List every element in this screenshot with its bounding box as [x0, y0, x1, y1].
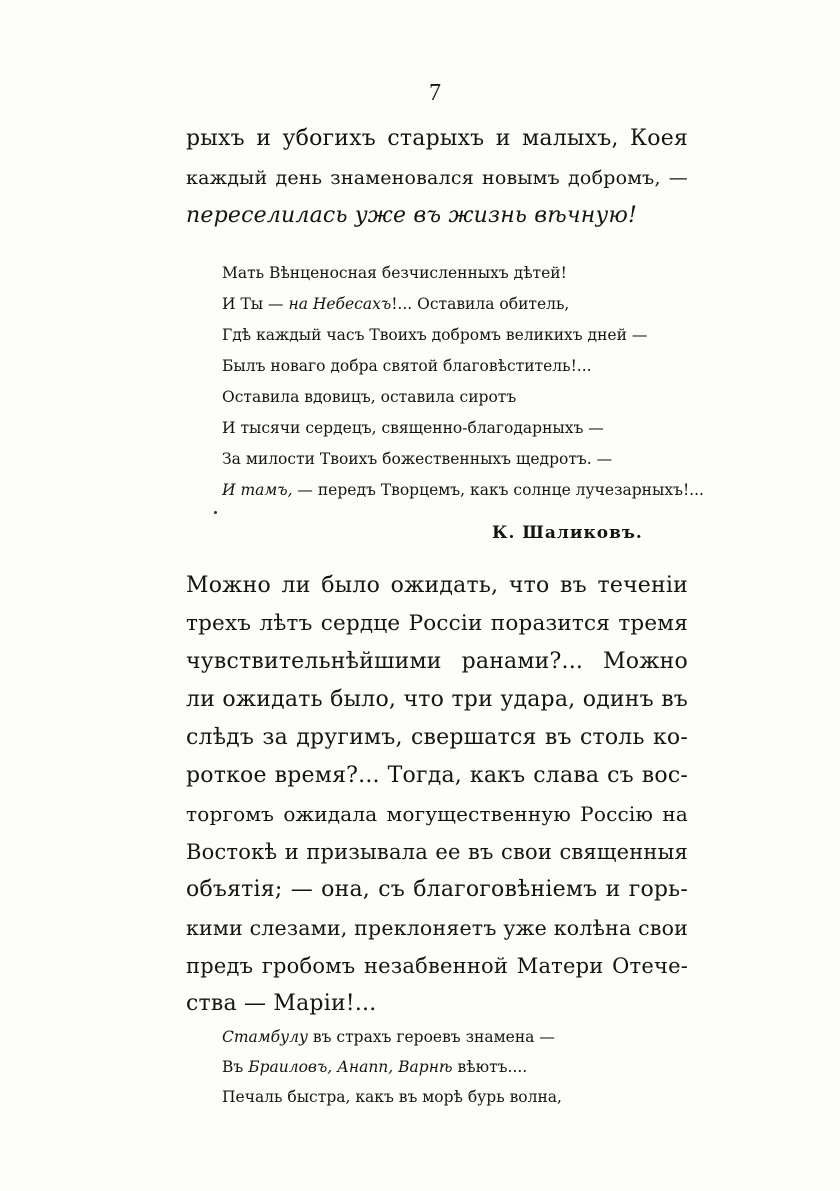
- verse-line: Въ Браиловъ, Анапп, Варнѣ вѣютъ....: [222, 1058, 528, 1076]
- prose-line: Можно ли было ожидать, что въ теченіи: [186, 573, 688, 598]
- verse-line: За милости Твоихъ божественныхъ щедротъ. —: [222, 450, 613, 468]
- prose-line: слѣдъ за другимъ, свершатся въ столь ко-: [186, 725, 688, 750]
- prose-line: ли ожидать было, что три удара, одинъ въ: [186, 687, 688, 712]
- prose-line-italic: переселилась уже въ жизнь вѣчную!: [186, 203, 638, 228]
- prose-line: торгомъ ожидала могущественную Россію на: [186, 802, 688, 826]
- verse-line: Гдѣ каждый часъ Твоихъ добромъ великихъ дней —: [222, 326, 648, 344]
- prose-line: роткое время?... Тогда, какъ слава съ вос-: [186, 763, 688, 788]
- verse-line: Оставила вдовицъ, оставила сиротъ: [222, 388, 517, 406]
- verse-line: И тамъ, — передъ Творцемъ, какъ солнце лучезарныхъ!...: [222, 481, 704, 499]
- prose-line: предъ гробомъ незабвенной Матери Отече-: [186, 954, 688, 978]
- prose-line: чувствительнѣйшими ранами?... Можно: [186, 649, 688, 674]
- prose-line: Востокѣ и призывала ее въ свои священныя: [186, 840, 688, 864]
- verse-line: И тысячи сердецъ, священно-благодарныхъ —: [222, 419, 604, 437]
- verse-line: И Ты — на Небесахъ!... Оставила обитель,: [222, 295, 570, 313]
- print-speck: [214, 511, 217, 514]
- verse-line: Стамбулу въ страхъ героевъ знамена —: [222, 1028, 555, 1046]
- poem-signature: К. Шаликовъ.: [492, 523, 643, 543]
- prose-line: объятія; — она, съ благоговѣніемъ и горь-: [186, 877, 688, 902]
- prose-line: трехъ лѣтъ сердце Россіи поразится тремя: [186, 611, 688, 636]
- prose-line: каждый день знаменовался новымъ добромъ, —: [186, 167, 688, 189]
- prose-line: ства — Маріи!...: [186, 991, 377, 1016]
- prose-line: рыхъ и убогихъ старыхъ и малыхъ, Коея: [186, 126, 688, 151]
- verse-line: Мать Вѣнценосная безчисленныхъ дѣтей!: [222, 264, 567, 282]
- prose-line: кими слезами, преклоняетъ уже колѣна свои: [186, 916, 688, 940]
- page-number: 7: [429, 80, 441, 106]
- verse-line: Печаль быстра, какъ въ морѣ бурь волна,: [222, 1088, 562, 1106]
- verse-line: Былъ новаго добра святой благовѣститель!...: [222, 357, 592, 375]
